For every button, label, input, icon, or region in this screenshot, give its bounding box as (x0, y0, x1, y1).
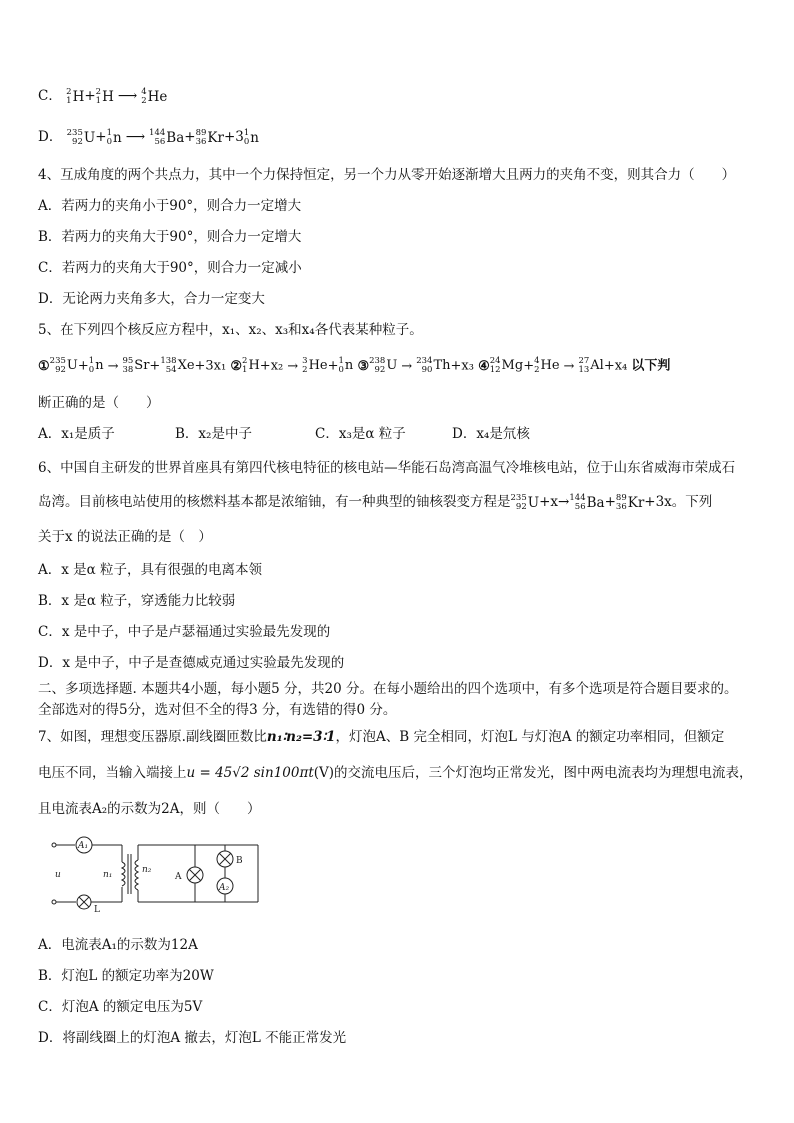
arrow-icon: → (287, 358, 299, 374)
q4-option-d: D．无论两力夹角多大，合力一定变大 (38, 291, 265, 307)
turns-ratio: n₁∶n₂=3∶1 (266, 729, 336, 745)
label-a1: A₁ (78, 841, 89, 851)
nuclide-kr89: 89 36 Kr (615, 492, 645, 512)
nuclide-u235: 235 92 U (66, 127, 96, 147)
label-a: A (175, 872, 182, 882)
label-n2: n₂ (142, 865, 152, 875)
equation-number: ① (38, 358, 50, 374)
arrow-icon: ⟶ (125, 129, 146, 145)
secondary-coil-icon (135, 860, 138, 890)
primary-coil-icon (122, 862, 125, 886)
q7-option-d: D．将副线圈上的灯泡A 撤去，灯泡L 不能正常发光 (38, 1030, 347, 1046)
q6-stem-line2: 岛湾。目前核电站使用的核燃料基本都是浓缩铀，有一种典型的铀核裂变方程是 235 92 U +x→ 144 56 Ba + 89 36 Kr +3x。下列 (38, 492, 713, 512)
q5-equations: ① 235 92 U + 1 0 n → 95 38 Sr + 138 54 Xe +3x₁ ② 2 1 H +x₂ → 3 2 He + 1 0 n ③ 238 92 U → 234 90 Th +x₃ ④ 24 12 Mg + 4 2 He → 27 13 Al +x₄ 以下判 (38, 356, 671, 375)
nuclide-h2: 2 1 H (66, 86, 85, 106)
q6-stem-line1: 6、中国自主研发的世界首座具有第四代核电特征的核电站—华能石岛湾高温气冷堆核电站，位于山东省威海市荣成石 (38, 460, 736, 476)
label-u: u (55, 870, 61, 880)
q6-option-b: B．x 是α 粒子，穿透能力比较弱 (38, 593, 236, 609)
arrow-icon: ⟶ (117, 88, 138, 104)
equation-number: ③ (357, 358, 370, 374)
q5-stem: 5、在下列四个核反应方程中，x₁、x₂、x₃和x₄各代表某种粒子。 (38, 322, 423, 338)
q7-circuit-diagram (50, 832, 265, 914)
label-n1: n₁ (103, 870, 113, 880)
voltage-formula: u = 45√2 sin100πt (186, 765, 314, 781)
q6-option-d: D．x 是中子，中子是查德威克通过实验最先发现的 (38, 655, 345, 671)
arrow-icon: → (563, 358, 575, 374)
arrow-icon: → (401, 358, 413, 374)
equation-number: ④ (478, 358, 490, 374)
q7-stem-line1: 7、如图，理想变压器原.副线圈匝数比n₁∶n₂=3∶1，灯泡A、B 完全相同，灯泡L 与灯泡A 的额定功率相同，但额定 (38, 729, 725, 745)
q7-stem-line3: 且电流表A₂的示数为2A，则（ ） (38, 801, 261, 817)
q4-option-a: A．若两力的夹角小于90°，则合力一定增大 (38, 198, 302, 214)
q5-stem-continue: 以下判 (631, 358, 671, 374)
nuclide-ba144: 144 56 Ba (149, 127, 185, 147)
arrow-icon: → (107, 358, 119, 374)
option-label: C． (38, 88, 62, 104)
q7-stem-line2: 电压不同，当输入端接上u = 45√2 sin100πt(V)的交流电压后，三个灯泡均正常发光，图中两电流表均为理想电流表， (38, 765, 753, 781)
q5-option-b: B．x₂是中子 (175, 426, 252, 442)
label-a2: A₂ (219, 883, 230, 893)
q5-option-c: C．x₃是α 粒子 (315, 426, 406, 442)
nuclide-h2: 2 1 H (95, 86, 114, 106)
nuclide-u235: 235 92 U (510, 492, 540, 512)
q6-option-c: C．x 是中子，中子是卢瑟福通过实验最先发现的 (38, 624, 331, 640)
q5-option-d: D．x₄是氘核 (452, 426, 530, 442)
nuclide-ba144: 144 56 Ba (569, 492, 605, 512)
nuclide-n: 1 0 n (106, 127, 122, 147)
q5-stem-end: 断正确的是（ ） (38, 395, 160, 411)
equation-number: ② (230, 358, 243, 374)
q6-option-a: A．x 是α 粒子，具有很强的电离本领 (38, 562, 263, 578)
q4-option-b: B．若两力的夹角大于90°，则合力一定增大 (38, 229, 302, 245)
q7-option-c: C．灯泡A 的额定电压为5V (38, 999, 203, 1015)
q3-option-d: D． 235 92 U + 1 0 n ⟶ 144 56 Ba + 89 36 Kr +3 1 0 n (38, 127, 259, 147)
q3-option-c: C． 2 1 H + 2 1 H ⟶ 4 2 He (38, 86, 168, 106)
nuclide-kr89: 89 36 Kr (195, 127, 224, 147)
section2-heading-line2: 全部选对的得5分，选对但不全的得3 分，有选错的得0 分。 (38, 702, 397, 718)
q5-option-a: A．x₁是质子 (38, 426, 115, 442)
q4-option-c: C．若两力的夹角大于90°，则合力一定减小 (38, 260, 302, 276)
q7-option-a: A．电流表A₁的示数为12A (38, 937, 198, 953)
option-label: D． (38, 129, 63, 145)
q6-stem-line3: 关于x 的说法正确的是（ ） (38, 529, 212, 545)
q4-stem: 4、互成角度的两个共点力，其中一个力保持恒定，另一个力从零开始逐渐增大且两力的夹角不变，则其合力（ ） (38, 167, 736, 183)
section2-heading-line1: 二、多项选择题. 本题共4小题，每小题5 分，共20 分。在每小题给出的四个选项中，有多个选项是符合题目要求的。 (38, 681, 738, 697)
nuclide-he4: 4 2 He (141, 86, 168, 106)
nuclide-n: 1 0 n (243, 127, 259, 147)
label-l: L (94, 905, 100, 914)
q7-option-b: B．灯泡L 的额定功率为20W (38, 968, 214, 984)
label-b: B (236, 856, 243, 866)
